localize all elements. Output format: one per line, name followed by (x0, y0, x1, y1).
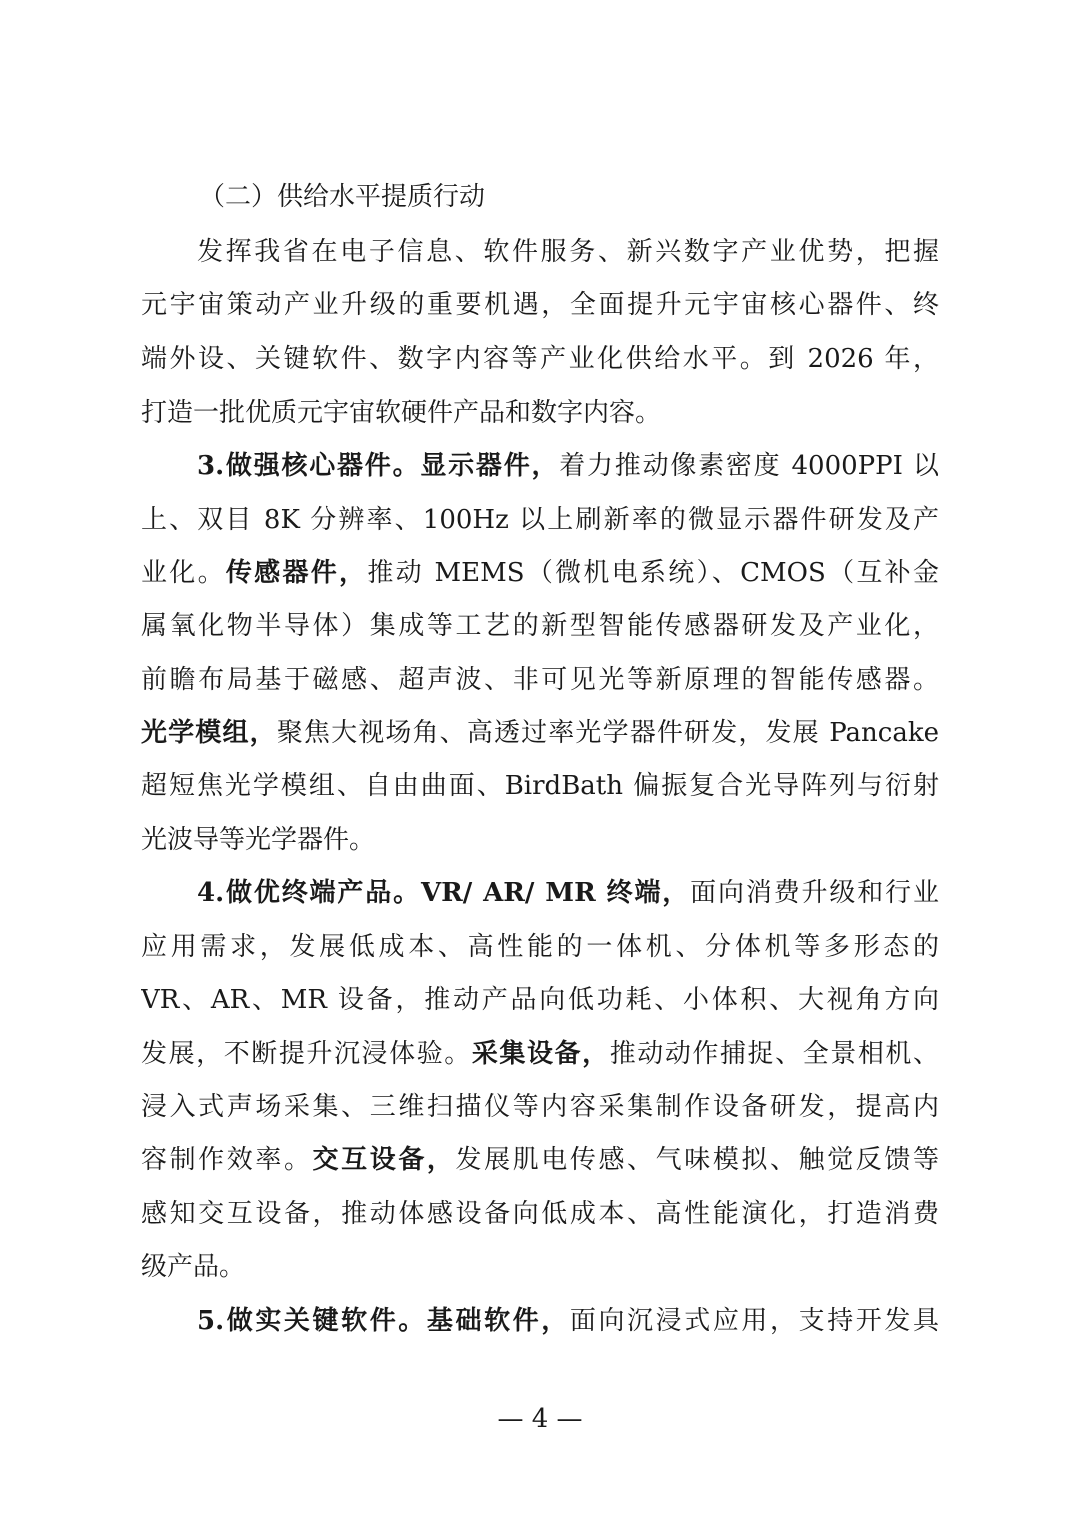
text-line: 元宇宙策动产业升级的重要机遇，全面提升元宇宙核心器件、终 (141, 290, 939, 320)
keyword: 基础软件， (426, 1306, 570, 1336)
text-line: VR、AR、MR 设备，推动产品向低功耗、小体积、大视角方向 (141, 985, 939, 1015)
text-line: 超短焦光学模组、自由曲面、BirdBath 偏振复合光导阵列与衍射 (141, 771, 939, 801)
keyword: 传感器件， (225, 558, 368, 588)
keyword: 光学模组， (141, 718, 277, 748)
keyword: 采集设备， (471, 1039, 610, 1069)
text-line: 浸入式声场采集、三维扫描仪等内容采集制作设备研发，提高内 (141, 1092, 939, 1122)
text-line: 发挥我省在电子信息、软件服务、新兴数字产业优势，把握 (197, 237, 939, 267)
text-line: 业化。传感器件，推动 MEMS（微机电系统）、CMOS（互补金 (141, 558, 939, 588)
text-line: 属氧化物半导体）集成等工艺的新型智能传感器研发及产业化， (141, 611, 939, 641)
text-line: 应用需求，发展低成本、高性能的一体机、分体机等多形态的 (141, 932, 939, 962)
text-line: 3.做强核心器件。显示器件，着力推动像素密度 4000PPI 以 (197, 451, 939, 481)
text-line: 容制作效率。交互设备，发展肌电传感、气味模拟、触觉反馈等 (141, 1145, 939, 1175)
text-line: 4.做优终端产品。VR/ AR/ MR 终端，面向消费升级和行业 (197, 878, 939, 908)
item-title: 5.做实关键软件。 (197, 1306, 427, 1336)
keyword: 交互设备， (312, 1145, 456, 1175)
text-line: 感知交互设备，推动体感设备向低成本、高性能演化，打造消费 (141, 1199, 939, 1229)
text-line: 光波导等光学器件。 (141, 825, 376, 855)
text-line: 前瞻布局基于磁感、超声波、非可见光等新原理的智能传感器。 (141, 665, 939, 695)
text-line: 上、双目 8K 分辨率、100Hz 以上刷新率的微显示器件研发及产 (141, 505, 939, 535)
keyword: VR/ AR/ MR 终端， (420, 878, 691, 908)
text-line: 发展，不断提升沉浸体验。采集设备，推动动作捕捉、全景相机、 (141, 1039, 939, 1069)
text-line: 端外设、关键软件、数字内容等产业化供给水平。到 2026 年， (141, 344, 939, 374)
text-line: 光学模组，聚焦大视场角、高透过率光学器件研发，发展 Pancake (141, 718, 939, 748)
text-line: 级产品。 (141, 1252, 246, 1282)
page-number: — 4 — (497, 1404, 583, 1434)
text-line: 5.做实关键软件。基础软件，面向沉浸式应用，支持开发具 (197, 1306, 939, 1336)
text-line: 打造一批优质元宇宙软硬件产品和数字内容。 (141, 398, 662, 428)
item-title: 4.做优终端产品。 (197, 878, 421, 908)
keyword: 显示器件， (420, 451, 560, 481)
section-heading: （二）供给水平提质行动 (199, 182, 486, 212)
item-title: 3.做强核心器件。 (197, 451, 421, 481)
